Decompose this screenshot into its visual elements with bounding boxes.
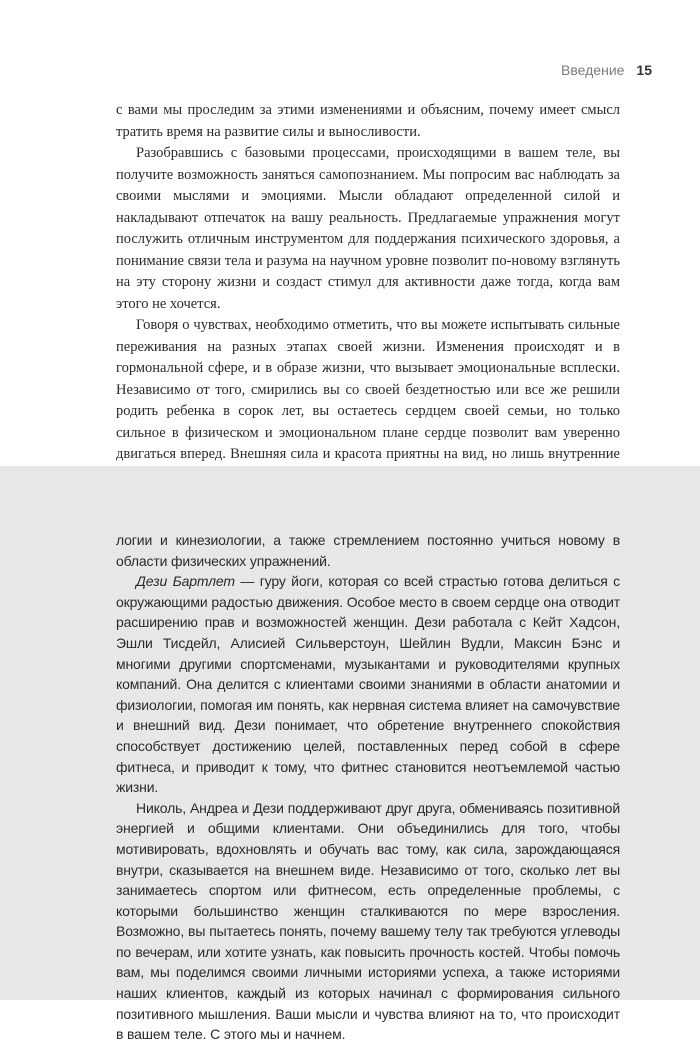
author-name-italic: Дези Бартлет bbox=[136, 573, 235, 590]
paragraph-dezi bbox=[116, 571, 620, 798]
paragraph-continued: с вами мы проследим за этими изменениями и объясним, почему имеет смысл тратить время на развитие силы и выносливости. bbox=[116, 102, 620, 140]
paragraph-self-knowledge: Разобравшись с базовыми процессами, происходящими в вашем теле, вы получите возможность заняться самопознанием. Мы попросим вас наблюдать за своими мыслями и эмоциями. Мысли обладают определенной силой и накладывают отпечаток на вашу реальность. Предлагаемые упражнения могут послужить отличным инструментом для поддержания психического здоровья, а понимание связи тела и разума на научном уровне позволит по-новому взглянуть на эту сторону жизни и создаст стимул для активности даже тогда, когда вам этого не хочется. bbox=[116, 145, 620, 312]
main-text-block bbox=[116, 100, 620, 487]
section-title: Введение bbox=[561, 62, 625, 78]
sidebar-text-block bbox=[116, 530, 620, 1045]
paragraph-dezi-body: — гуру йоги, которая со всей страстью готова делиться с окружающими радостью движения. Особое место в своем сердце она отводит расширению прав и возможностей женщин. Дези работала с Кейт Хадсон, Эшли Тисдейл, Алисией Сильверстоун, Шейлин Вудли, Максин Бэнс и многими другими спортсменами, музыкантами и руководителями крупных компаний. Она делится с клиентами своими знаниями в области анатомии и физиологии, помогая им понять, как нервная система влияет на самочувствие и внешний вид. Дези понимает, что обретение внутреннего спокойствия способствует достижению целей, поставленных перед собой в сфере фитнеса, и приводит к тому, что фитнес становится неотъемлемой частью жизни. bbox=[116, 573, 620, 796]
paragraph-authors-together: Николь, Андреа и Дези поддерживают друг друга, обмениваясь позитивной энергией и общими клиентами. Они объединились для того, чтобы мотивировать, вдохновлять и обучать вас тому, как сила, зарождающаяся внутри, сказывается на внешнем виде. Независимо от того, сколько лет вы занимаетесь спортом или фитнесом, есть определенные проблемы, с которыми большинство женщин сталкиваются по мере взросления. Возможно, вы пытаетесь понять, почему вашему телу так требуются углеводы по вечерам, или хотите узнать, как повысить прочность костей. Чтобы помочь вам, мы поделимся своими личными историями успеха, а также историями наших клиентов, каждый из которых начинал с формирования сильного позитивного мышления. Ваши мысли и чувства влияют на то, что происходит в вашем теле. С этого мы и начнем. bbox=[116, 799, 620, 1043]
paragraph-feelings: Говоря о чувствах, необходимо отметить, что вы можете испытывать сильные переживания на разных этапах своей жизни. Изменения происходят и в гормональной сфере, и в образе жизни, что вызывает эмоциональные всплески. Независимо от того, смирились вы со своей бездетностью или все же решили родить ребенка в сорок лет, вы остаетесь сердцем своей семьи, но только сильное в физическом и эмоциональном плане сердце позволит вам уверенно двигаться вперед. Внешняя сила и красота приятны на вид, но лишь внутренние bbox=[116, 317, 620, 462]
running-header bbox=[561, 62, 652, 78]
paragraph-kinesiology: логии и кинезиологии, а также стремлением постоянно учиться новому в области физических упражнений. bbox=[116, 532, 620, 569]
page-number: 15 bbox=[636, 62, 652, 78]
